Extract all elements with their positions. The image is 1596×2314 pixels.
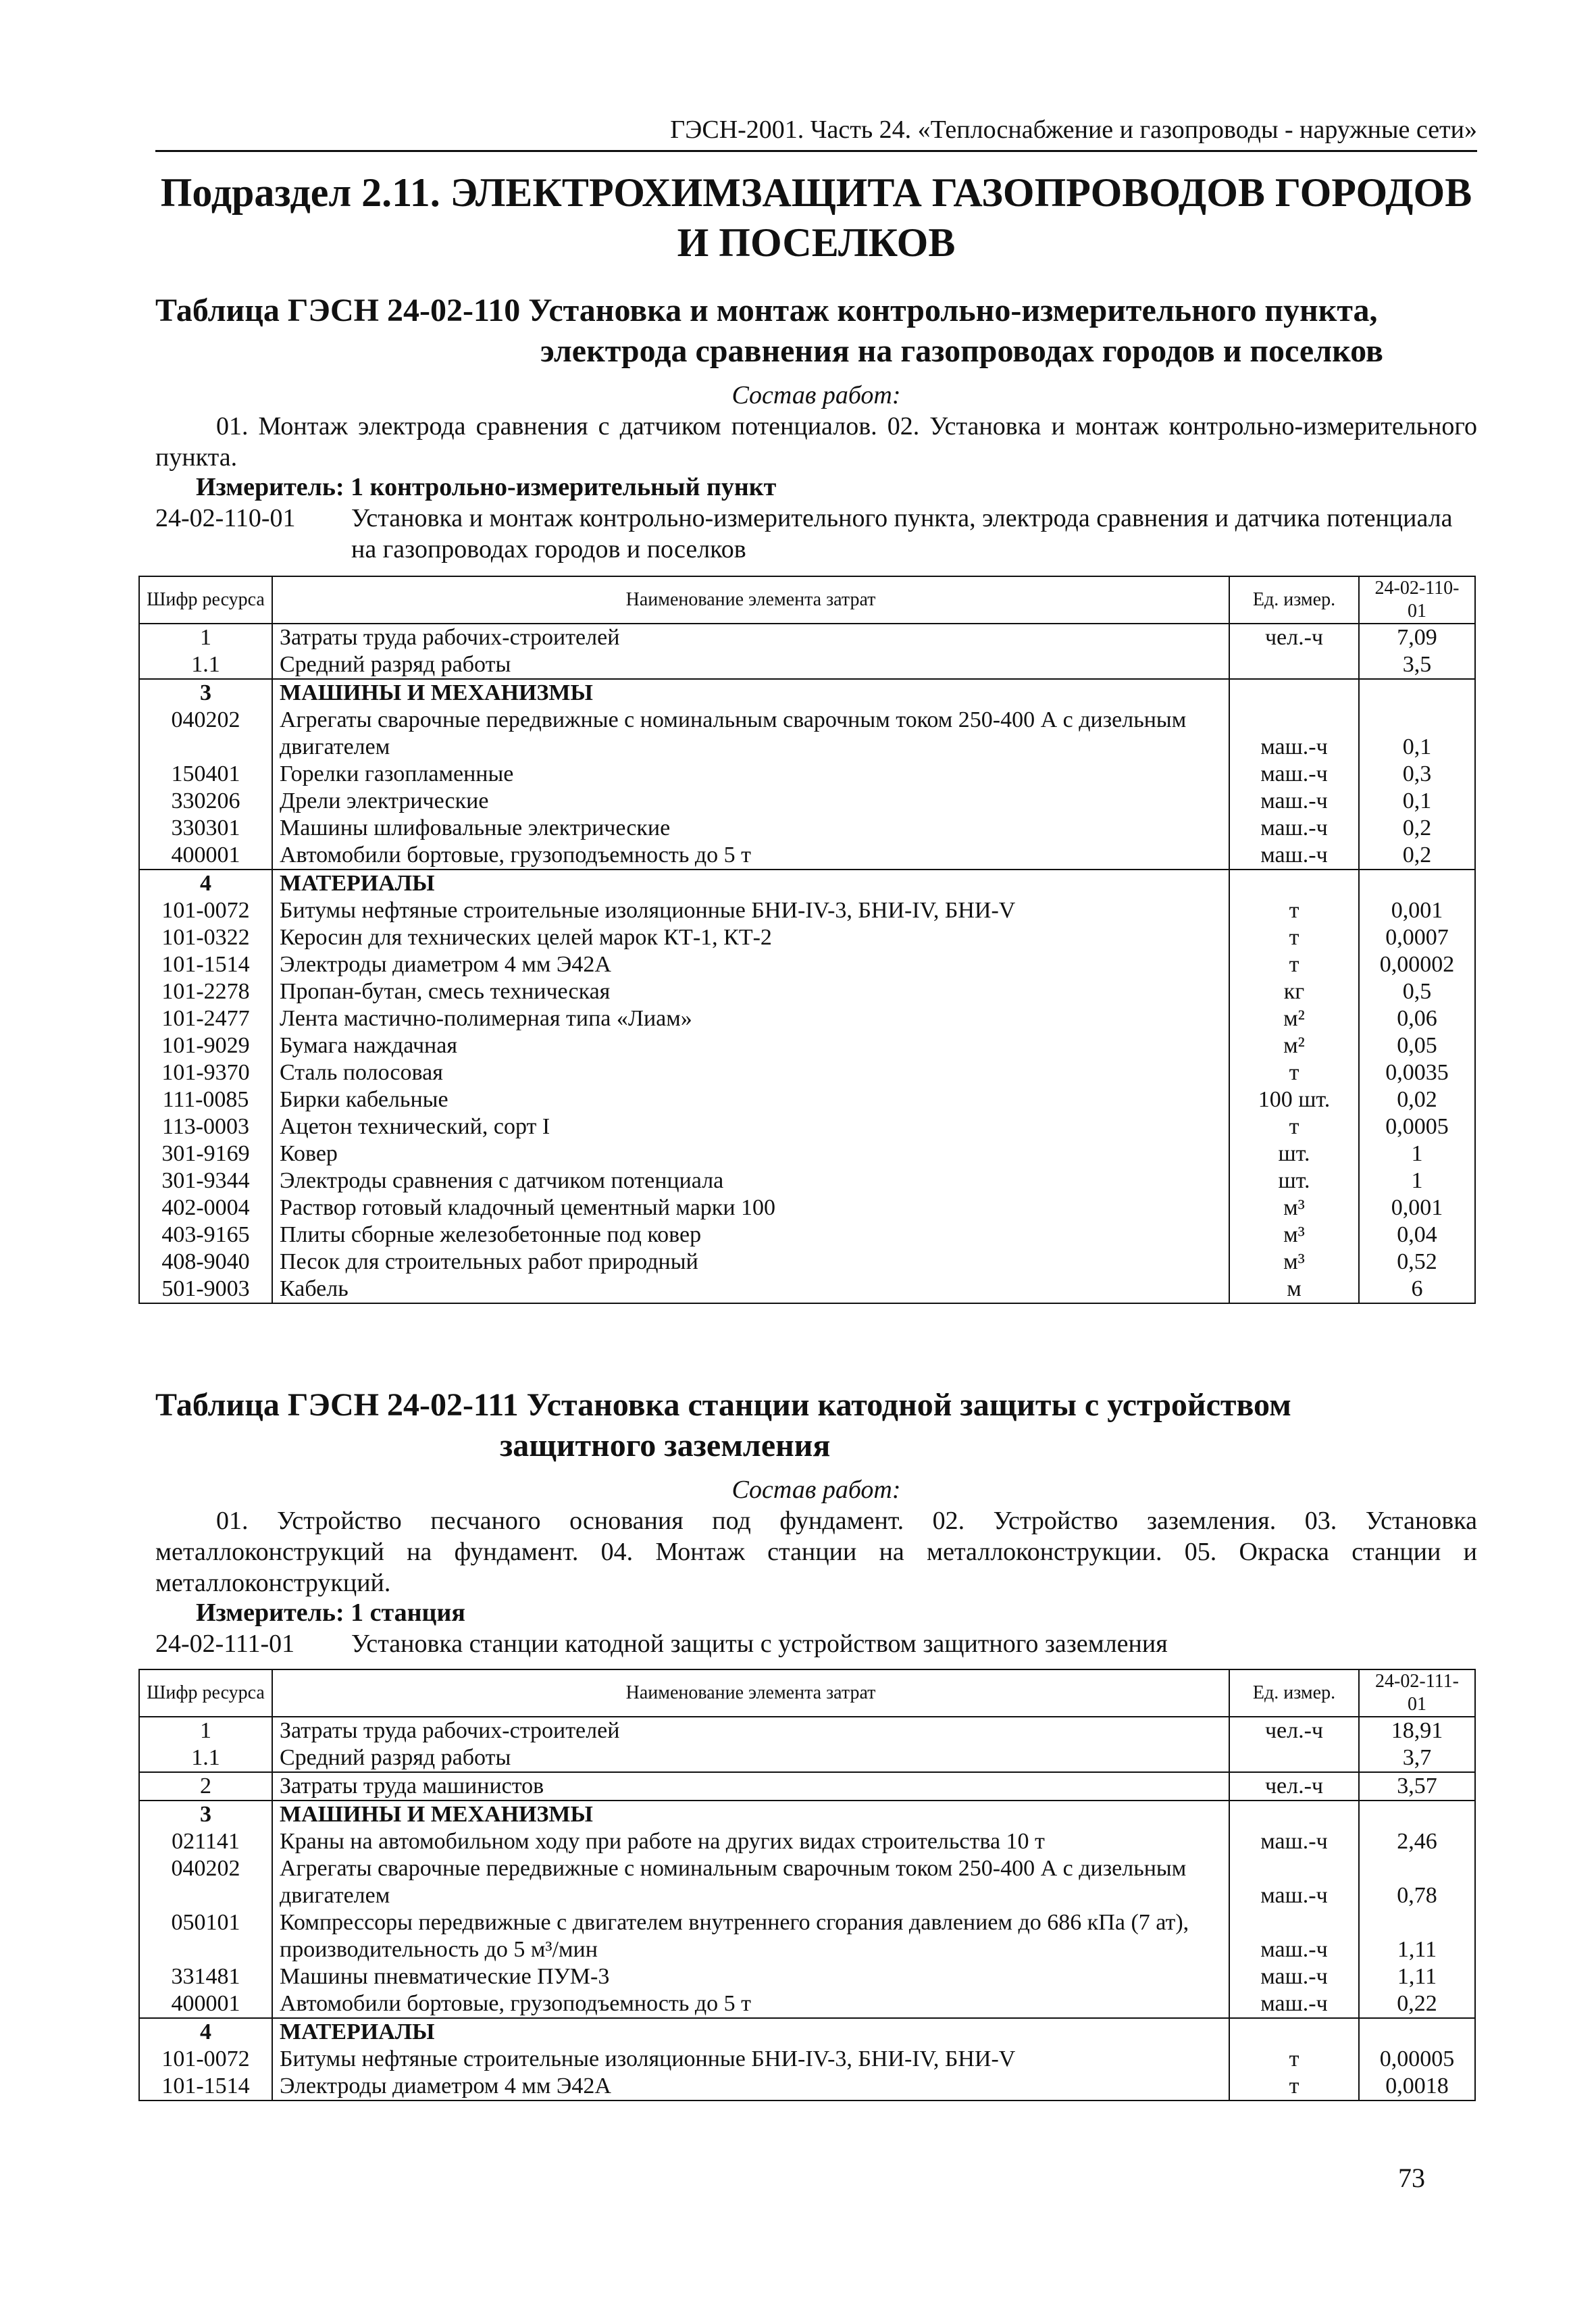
cell-name: Плиты сборные железобетонные под ковер (272, 1222, 1229, 1249)
col-code: Шифр ресурса (139, 1669, 272, 1717)
cell-unit: чел.-ч (1229, 1772, 1359, 1801)
cell-value: 7,09 (1359, 624, 1475, 651)
cell-unit (1229, 1801, 1359, 1828)
table-row (139, 1086, 1475, 1113)
cell-name: Средний разряд работы (272, 651, 1229, 679)
cell-code: 408-9040 (139, 1249, 272, 1276)
cell-name: МАШИНЫ И МЕХАНИЗМЫ (272, 679, 1229, 707)
cell-unit: т (1229, 951, 1359, 978)
running-header: ГЭСН-2001. Часть 24. «Теплоснабжение и газопроводы - наружные сети» (670, 116, 1477, 144)
cell-name: МАТЕРИАЛЫ (272, 870, 1229, 897)
cell-unit: шт. (1229, 1167, 1359, 1194)
cell-value (1359, 2018, 1475, 2046)
cell-unit: чел.-ч (1229, 1717, 1359, 1744)
cell-code: 501-9003 (139, 1276, 272, 1303)
table-110-title-line1: Таблица ГЭСН 24-02-110 Установка и монтаж контрольно-измерительного пункта, (155, 293, 1378, 328)
table-row (139, 624, 1475, 651)
norm-description: Установка станции катодной защиты с устройством защитного заземления (351, 1630, 1168, 1658)
cell-unit: т (1229, 1113, 1359, 1140)
norm-code: 24-02-110-01 (155, 504, 296, 532)
cell-name: Средний разряд работы (272, 1744, 1229, 1772)
cell-code: 101-9029 (139, 1032, 272, 1059)
table-row (139, 2073, 1475, 2101)
cell-value: 1,11 (1359, 1909, 1475, 1963)
cell-code: 403-9165 (139, 1222, 272, 1249)
cell-unit: маш.-ч (1229, 1855, 1359, 1909)
cell-name: Машины пневматические ПУМ-3 (272, 1963, 1229, 1990)
cell-name: Сталь полосовая (272, 1059, 1229, 1086)
cell-unit: м³ (1229, 1222, 1359, 1249)
cell-unit (1229, 1744, 1359, 1772)
table-row (139, 1167, 1475, 1194)
cell-name: Пропан-бутан, смесь техническая (272, 978, 1229, 1005)
cell-name: Ацетон технический, сорт I (272, 1113, 1229, 1140)
cell-code: 330301 (139, 815, 272, 842)
cell-value: 0,0035 (1359, 1059, 1475, 1086)
cell-code: 021141 (139, 1828, 272, 1855)
cell-code: 4 (139, 870, 272, 897)
table-row (139, 1855, 1475, 1909)
table-row (139, 679, 1475, 707)
cell-unit: чел.-ч (1229, 624, 1359, 651)
table-row (139, 1990, 1475, 2018)
header-rule (155, 150, 1477, 152)
cell-unit: м² (1229, 1005, 1359, 1032)
cell-code: 4 (139, 2018, 272, 2046)
table-row (139, 1909, 1475, 1963)
col-name: Наименование элемента затрат (272, 576, 1229, 624)
cell-unit: м³ (1229, 1249, 1359, 1276)
table-row (139, 651, 1475, 679)
cell-code: 101-0072 (139, 2046, 272, 2073)
cell-value: 3,7 (1359, 1744, 1475, 1772)
cell-code: 101-0072 (139, 897, 272, 924)
table-row (139, 1005, 1475, 1032)
table-row (139, 1801, 1475, 1828)
table-row (139, 761, 1475, 788)
cell-value: 0,52 (1359, 1249, 1475, 1276)
cell-code: 3 (139, 1801, 272, 1828)
table-row (139, 924, 1475, 951)
cell-unit (1229, 651, 1359, 679)
table-row (139, 897, 1475, 924)
cell-unit: т (1229, 2073, 1359, 2101)
cell-code: 040202 (139, 707, 272, 761)
table-110-works: 01. Монтаж электрода сравнения с датчиком потенциалов. 02. Установка и монтаж контрольно-измерительного пункта. (155, 412, 1477, 472)
cell-code: 111-0085 (139, 1086, 272, 1113)
cell-unit: м (1229, 1276, 1359, 1303)
cell-name: Электроды диаметром 4 мм Э42А (272, 951, 1229, 978)
cell-code: 101-2278 (139, 978, 272, 1005)
cell-value (1359, 870, 1475, 897)
cell-value: 0,2 (1359, 842, 1475, 870)
table-111-title-line1: Таблица ГЭСН 24-02-111 Установка станции катодной защиты с устройством (155, 1387, 1291, 1423)
cell-name: МАТЕРИАЛЫ (272, 2018, 1229, 2046)
cell-unit: маш.-ч (1229, 1828, 1359, 1855)
cell-value: 1,11 (1359, 1963, 1475, 1990)
cell-value: 0,02 (1359, 1086, 1475, 1113)
table-row (139, 1059, 1475, 1086)
cell-name: Агрегаты сварочные передвижные с номинальным сварочным током 250-400 А с дизельным двигателем (272, 1855, 1229, 1909)
table-row (139, 842, 1475, 870)
norm-code: 24-02-111-01 (155, 1630, 295, 1658)
cell-name: Краны на автомобильном ходу при работе на других видах строительства 10 т (272, 1828, 1229, 1855)
resource-table-110 (138, 576, 1476, 1304)
cell-name: Лента мастично-полимерная типа «Лиам» (272, 1005, 1229, 1032)
table-111-title-line2: защитного заземления (500, 1428, 831, 1463)
table-110-works-heading: Состав работ: (731, 381, 901, 409)
cell-name: Ковер (272, 1140, 1229, 1167)
col-code: Шифр ресурса (139, 576, 272, 624)
cell-unit (1229, 679, 1359, 707)
cell-value: 0,001 (1359, 1194, 1475, 1222)
cell-name: Автомобили бортовые, грузоподъемность до 5 т (272, 842, 1229, 870)
cell-value: 0,001 (1359, 897, 1475, 924)
cell-name: Бирки кабельные (272, 1086, 1229, 1113)
cell-code: 301-9169 (139, 1140, 272, 1167)
cell-value: 0,1 (1359, 788, 1475, 815)
cell-code: 400001 (139, 1990, 272, 2018)
table-111-title (155, 1385, 1477, 1466)
table-row (139, 2046, 1475, 2073)
table-row (139, 2018, 1475, 2046)
cell-value: 1 (1359, 1167, 1475, 1194)
cell-name: Автомобили бортовые, грузоподъемность до 5 т (272, 1990, 1229, 2018)
page-number: 73 (1398, 2163, 1425, 2193)
cell-code: 101-0322 (139, 924, 272, 951)
cell-name: Агрегаты сварочные передвижные с номинальным сварочным током 250-400 А с дизельным двигателем (272, 707, 1229, 761)
cell-code: 1.1 (139, 1744, 272, 1772)
cell-unit (1229, 2018, 1359, 2046)
cell-name: Битумы нефтяные строительные изоляционные БНИ-IV-3, БНИ-IV, БНИ-V (272, 897, 1229, 924)
table-row (139, 1963, 1475, 1990)
cell-unit: маш.-ч (1229, 1963, 1359, 1990)
cell-value: 0,04 (1359, 1222, 1475, 1249)
cell-name: Раствор готовый кладочный цементный марки 100 (272, 1194, 1229, 1222)
norm-description: Установка и монтаж контрольно-измерительного пункта, электрода сравнения и датчика потенциала на газопроводах городов и поселков (351, 504, 1453, 563)
cell-code: 050101 (139, 1909, 272, 1963)
table-110-title-line2: электрода сравнения на газопроводах городов и поселков (540, 333, 1383, 369)
cell-unit (1229, 870, 1359, 897)
cell-unit: маш.-ч (1229, 1909, 1359, 1963)
cell-value: 3,5 (1359, 651, 1475, 679)
cell-value: 0,06 (1359, 1005, 1475, 1032)
cell-value: 0,0007 (1359, 924, 1475, 951)
cell-code: 301-9344 (139, 1167, 272, 1194)
cell-unit: т (1229, 2046, 1359, 2073)
cell-unit: м³ (1229, 1194, 1359, 1222)
col-name: Наименование элемента затрат (272, 1669, 1229, 1717)
table-row (139, 1249, 1475, 1276)
cell-code: 150401 (139, 761, 272, 788)
cell-unit: маш.-ч (1229, 1990, 1359, 2018)
cell-name: Керосин для технических целей марок КТ-1, КТ-2 (272, 924, 1229, 951)
cell-name: Затраты труда рабочих-строителей (272, 624, 1229, 651)
cell-code: 402-0004 (139, 1194, 272, 1222)
cell-value: 0,3 (1359, 761, 1475, 788)
table-row (139, 1828, 1475, 1855)
cell-name: Битумы нефтяные строительные изоляционные БНИ-IV-3, БНИ-IV, БНИ-V (272, 2046, 1229, 2073)
col-unit: Ед. измер. (1229, 1669, 1359, 1717)
cell-value: 6 (1359, 1276, 1475, 1303)
cell-code: 400001 (139, 842, 272, 870)
cell-value (1359, 679, 1475, 707)
cell-unit: маш.-ч (1229, 707, 1359, 761)
cell-value: 0,22 (1359, 1990, 1475, 2018)
table-row (139, 1140, 1475, 1167)
table-row (139, 1113, 1475, 1140)
cell-unit: т (1229, 924, 1359, 951)
cell-name: Затраты труда рабочих-строителей (272, 1717, 1229, 1744)
cell-unit: кг (1229, 978, 1359, 1005)
table-row (139, 1032, 1475, 1059)
cell-value: 2,46 (1359, 1828, 1475, 1855)
table-row (139, 1194, 1475, 1222)
cell-name: Горелки газопламенные (272, 761, 1229, 788)
cell-unit: маш.-ч (1229, 788, 1359, 815)
table-row (139, 1717, 1475, 1744)
table-111-norm (155, 1628, 1477, 1659)
cell-name: Машины шлифовальные электрические (272, 815, 1229, 842)
table-row (139, 1744, 1475, 1772)
table-row (139, 1772, 1475, 1801)
table-110-norm (155, 503, 1477, 565)
cell-value (1359, 1801, 1475, 1828)
cell-value: 0,78 (1359, 1855, 1475, 1909)
cell-value: 3,57 (1359, 1772, 1475, 1801)
cell-name: Электроды сравнения с датчиком потенциала (272, 1167, 1229, 1194)
cell-code: 040202 (139, 1855, 272, 1909)
cell-code: 113-0003 (139, 1113, 272, 1140)
cell-code: 101-9370 (139, 1059, 272, 1086)
cell-code: 2 (139, 1772, 272, 1801)
cell-unit: т (1229, 897, 1359, 924)
cell-value: 0,0005 (1359, 1113, 1475, 1140)
cell-value: 0,2 (1359, 815, 1475, 842)
cell-unit: маш.-ч (1229, 761, 1359, 788)
cell-name: Дрели электрические (272, 788, 1229, 815)
cell-unit: маш.-ч (1229, 815, 1359, 842)
cell-code: 1.1 (139, 651, 272, 679)
cell-name: Песок для строительных работ природный (272, 1249, 1229, 1276)
cell-unit: шт. (1229, 1140, 1359, 1167)
cell-value: 0,0018 (1359, 2073, 1475, 2101)
cell-value: 0,00005 (1359, 2046, 1475, 2073)
cell-name: Затраты труда машинистов (272, 1772, 1229, 1801)
table-111-measure: Измеритель: 1 станция (196, 1599, 465, 1627)
cell-unit: т (1229, 1059, 1359, 1086)
cell-value: 1 (1359, 1140, 1475, 1167)
table-row (139, 815, 1475, 842)
table-row (139, 788, 1475, 815)
table-row (139, 978, 1475, 1005)
table-111-works: 01. Устройство песчаного основания под фундамент. 02. Устройство заземления. 03. Установка металлоконструкций на фундамент. 04. Монтаж станции на металлоконструкции. 05. Окраска станции и металлоконструкций. (155, 1507, 1477, 1597)
table-row (139, 1276, 1475, 1303)
cell-code: 331481 (139, 1963, 272, 1990)
cell-name: Электроды диаметром 4 мм Э42А (272, 2073, 1229, 2101)
table-row (139, 870, 1475, 897)
table-row (139, 1222, 1475, 1249)
cell-unit: м² (1229, 1032, 1359, 1059)
table-row (139, 951, 1475, 978)
cell-code: 1 (139, 624, 272, 651)
cell-unit: маш.-ч (1229, 842, 1359, 870)
cell-value: 18,91 (1359, 1717, 1475, 1744)
table-110-measure: Измеритель: 1 контрольно-измерительный пункт (196, 473, 777, 501)
cell-code: 101-1514 (139, 2073, 272, 2101)
col-norm: 24-02-111-01 (1359, 1669, 1475, 1717)
cell-unit: 100 шт. (1229, 1086, 1359, 1113)
col-unit: Ед. измер. (1229, 576, 1359, 624)
cell-name: Кабель (272, 1276, 1229, 1303)
cell-value: 0,00002 (1359, 951, 1475, 978)
table-row (139, 707, 1475, 761)
cell-code: 1 (139, 1717, 272, 1744)
cell-value: 0,05 (1359, 1032, 1475, 1059)
cell-code: 3 (139, 679, 272, 707)
cell-code: 101-1514 (139, 951, 272, 978)
cell-name: МАШИНЫ И МЕХАНИЗМЫ (272, 1801, 1229, 1828)
cell-code: 330206 (139, 788, 272, 815)
resource-table-111 (138, 1669, 1476, 2101)
table-110-title (155, 291, 1477, 372)
cell-name: Бумага наждачная (272, 1032, 1229, 1059)
cell-name: Компрессоры передвижные с двигателем внутреннего сгорания давлением до 686 кПа (7 ат), производительность до 5 м³/мин (272, 1909, 1229, 1963)
table-111-works-heading: Состав работ: (731, 1476, 901, 1504)
cell-value: 0,5 (1359, 978, 1475, 1005)
subsection-title: Подраздел 2.11. ЭЛЕКТРОХИМЗАЩИТА ГАЗОПРОВОДОВ ГОРОДОВ И ПОСЕЛКОВ (160, 170, 1472, 265)
col-norm: 24-02-110-01 (1359, 576, 1475, 624)
cell-code: 101-2477 (139, 1005, 272, 1032)
cell-value: 0,1 (1359, 707, 1475, 761)
